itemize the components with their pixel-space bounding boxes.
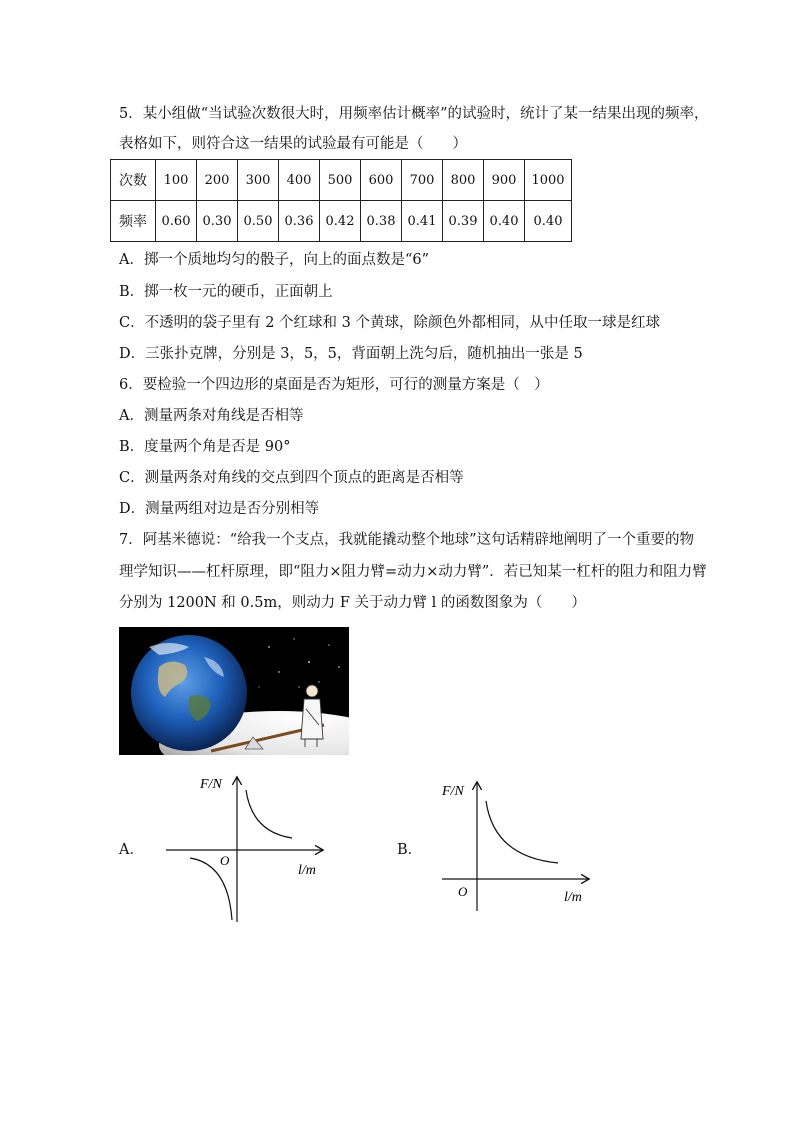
table-row-counts — [111, 160, 572, 201]
table-cell: 100 — [156, 160, 197, 201]
table-cell: 0.42 — [320, 201, 361, 242]
table-cell: 0.41 — [402, 201, 443, 242]
q6-option-b: B．度量两个角是否是 90° — [119, 439, 291, 455]
table-cell: 0.50 — [238, 201, 279, 242]
frequency-table — [110, 159, 572, 242]
q5-stem-line1: 5．某小组做“当试验次数很大时，用频率估计概率”的试验时，统计了某一结果出现的频率， — [119, 106, 709, 122]
table-cell: 400 — [279, 160, 320, 201]
q6-option-d: D．测量两组对边是否分别相等 — [119, 501, 320, 517]
table-header-counts: 次数 — [111, 160, 156, 201]
y-axis-label: F/N — [200, 777, 222, 792]
q5-option-d: D．三张扑克牌，分别是 3，5，5，背面朝上洗匀后，随机抽出一张是 5 — [119, 346, 583, 362]
hyperbola-branch-q1 — [486, 801, 558, 863]
table-row-freqs — [111, 201, 572, 242]
table-cell: 0.40 — [484, 201, 525, 242]
q5-stem-line2: 表格如下，则符合这一结果的试验最有可能是（ ） — [119, 136, 467, 152]
table-cell: 800 — [443, 160, 484, 201]
table-cell: 900 — [484, 160, 525, 201]
x-axis-label: l/m — [564, 890, 582, 905]
table-cell: 500 — [320, 160, 361, 201]
table-cell: 0.40 — [525, 201, 572, 242]
table-cell: 0.39 — [443, 201, 484, 242]
x-axis-label: l/m — [298, 863, 316, 878]
table-cell: 600 — [361, 160, 402, 201]
q6-option-a: A．测量两条对角线是否相等 — [119, 408, 304, 424]
q5-option-c: C．不透明的袋子里有 2 个红球和 3 个黄球，除颜色外都相同，从中任取一球是红球 — [119, 315, 660, 331]
q7-stem-line3: 分别为 1200N 和 0.5m，则动力 F 关于动力臂 l 的函数图象为（ ） — [119, 595, 586, 611]
origin-label: O — [458, 884, 468, 899]
hyperbola-branch-q1 — [246, 790, 292, 838]
q6-option-c: C．测量两条对角线的交点到四个顶点的距离是否相等 — [119, 470, 464, 486]
q5-option-a: A．掷一个质地均匀的骰子，向上的面点数是“6” — [119, 252, 430, 268]
y-axis-label: F/N — [442, 784, 464, 799]
origin-label: O — [220, 853, 230, 868]
graph-a-label: A． — [119, 842, 144, 858]
q7-stem-line2: 理学知识——杠杆原理，即“阻力×阻力臂=动力×动力臂”．若已知某一杠杆的阻力和阻力臂 — [119, 564, 707, 580]
table-cell: 300 — [238, 160, 279, 201]
table-cell: 1000 — [525, 160, 572, 201]
graph-b — [438, 775, 598, 915]
graph-a — [160, 770, 330, 925]
table-cell: 0.38 — [361, 201, 402, 242]
graph-b-label: B． — [397, 842, 423, 858]
table-cell: 200 — [197, 160, 238, 201]
q5-option-b: B．掷一枚一元的硬币，正面朝上 — [119, 284, 333, 300]
table-cell: 0.60 — [156, 201, 197, 242]
table-cell: 0.30 — [197, 201, 238, 242]
table-header-freqs: 频率 — [111, 201, 156, 242]
table-cell: 700 — [402, 160, 443, 201]
table-cell: 0.36 — [279, 201, 320, 242]
q7-stem-line1: 7．阿基米德说：“给我一个支点，我就能撬动整个地球”这句话精辟地阐明了一个重要的物 — [119, 532, 695, 548]
earth-globe — [131, 635, 247, 751]
archimedes-lever-illustration — [119, 627, 349, 755]
q6-stem: 6．要检验一个四边形的桌面是否为矩形，可行的测量方案是（ ） — [119, 377, 549, 393]
